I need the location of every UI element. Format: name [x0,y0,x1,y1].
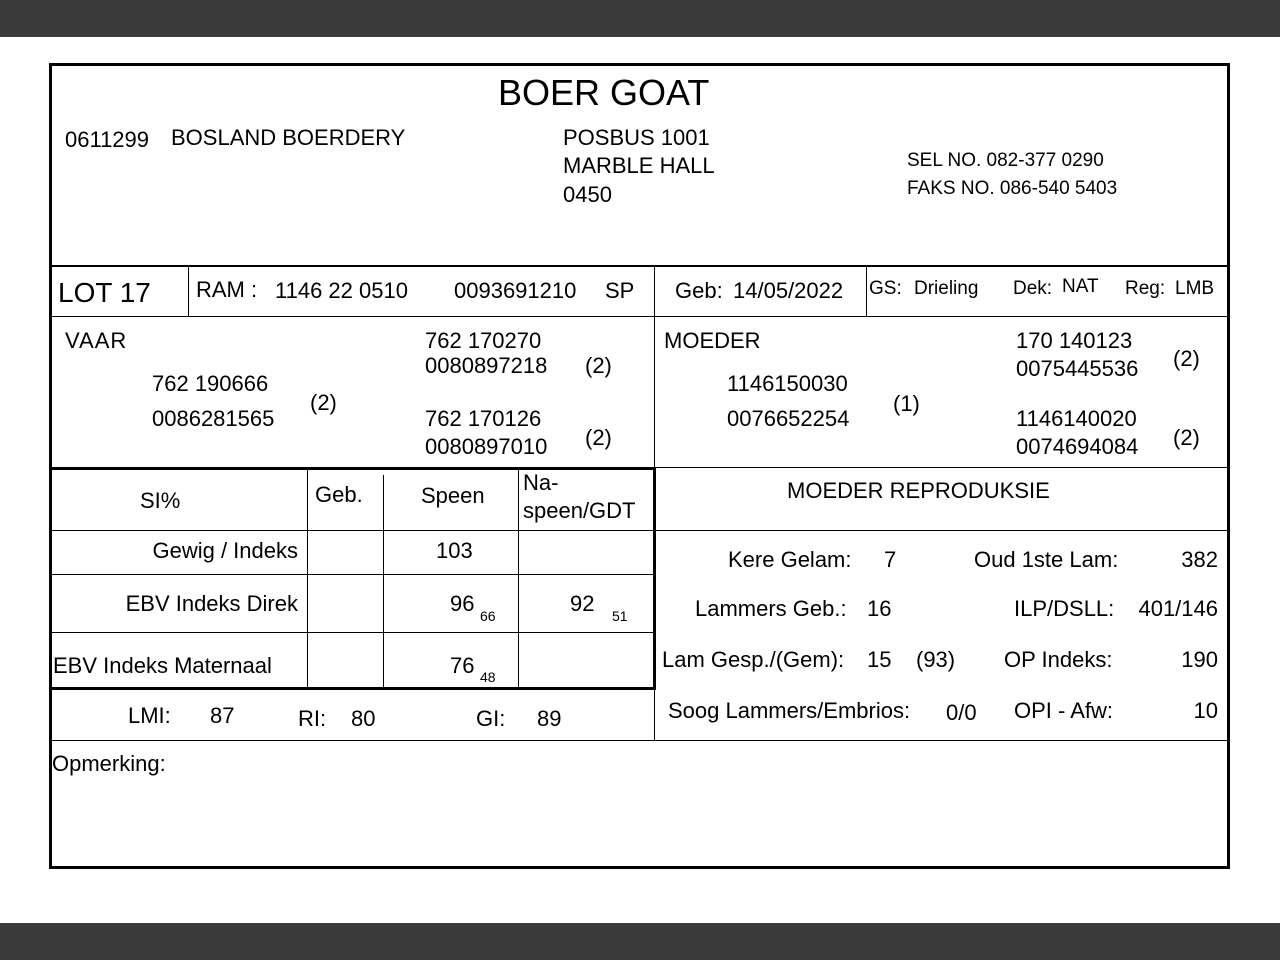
owner-id: 0611299 [65,127,150,152]
line-v-mid [654,316,655,468]
ilp-value: 401/146 [1138,596,1218,621]
ram-reg: 0093691210 [454,278,577,303]
naspeen-header-2: speen/GDT [523,498,636,523]
sire-id: 762 190666 [152,371,269,396]
remarks-label: Opmerking: [52,751,166,776]
speen-value: 103 [436,538,473,563]
speen-value: 76 [450,653,475,678]
gesp-value: 15 [867,647,892,672]
moeder-label: MOEDER [664,328,761,353]
moeder-grand-top-count: (2) [1173,346,1200,371]
line-v-table-right [653,467,656,690]
card-border-top [49,63,1230,66]
geb-date: 14/05/2022 [733,278,844,303]
vaar-grand-top-count: (2) [585,353,612,378]
vaar-grand-bottom-count: (2) [585,425,612,450]
kere-value: 7 [884,547,897,572]
row-label: EBV Indeks Direk [125,591,298,616]
gesp-label: Lam Gesp./(Gem): [662,647,845,672]
oud-value: 382 [1181,547,1218,572]
line-v-col-naspeen [518,467,519,689]
lammers-label: Lammers Geb.: [695,596,847,621]
repro-title: MOEDER REPRODUKSIE [787,478,1050,503]
owner-name: BOSLAND BOERDERY [171,125,406,150]
gi-value: 89 [537,706,562,731]
line-v-lot [188,266,189,317]
top-bar [0,0,1280,37]
reg-value: LMB [1175,278,1215,299]
ram-number: 1146 22 0510 [275,278,408,303]
naspeen-value: 92 [570,591,595,616]
moeder-grand-bottom-count: (2) [1173,425,1200,450]
line-h-5 [52,574,656,575]
line-h-3 [52,467,656,470]
ri-label: RI: [298,706,327,731]
ri-value: 80 [351,706,376,731]
address-line-3: 0450 [563,182,612,207]
vaar-grand-bottom-reg: 0080897010 [425,434,548,459]
dek-value: NAT [1062,276,1099,297]
si-header: SI% [140,488,181,513]
lmi-value: 87 [210,703,235,728]
moeder-grand-bottom-id: 1146140020 [1016,406,1137,431]
naspeen-header-1: Na- [523,470,559,495]
vaar-grand-bottom-id: 762 170126 [425,406,542,431]
speen-header: Speen [421,483,485,508]
lmi-label: LMI: [128,703,171,728]
oud-label: Oud 1ste Lam: [974,547,1119,572]
faks-no: FAKS NO. 086-540 5403 [907,178,1118,199]
opi-value: 10 [1193,698,1218,723]
vaar-grand-top-reg: 0080897218 [425,353,548,378]
address-line-1: POSBUS 1001 [563,125,710,150]
dam-count: (1) [893,391,920,416]
line-h-1 [52,265,1228,267]
bottom-bar [0,923,1280,960]
opi-label: OPI - Afw: [1014,698,1114,723]
ram-grade: SP [605,278,635,303]
ram-label: RAM : [196,277,258,302]
line-h-7 [52,687,656,690]
line-h-4 [52,530,1228,531]
soog-value: 0/0 [946,700,977,725]
line-v-col-geb [307,467,308,689]
card-border-bottom [49,866,1230,869]
line-v-mid-bottom [654,688,655,741]
speen-subscript: 66 [480,608,496,624]
op-label: OP Indeks: [1004,647,1113,672]
row-label: Gewig / Indeks [152,538,298,563]
sire-count: (2) [310,390,337,415]
card-border-right [1227,63,1230,869]
line-v-gs [866,266,867,317]
line-h-3b [656,467,1228,468]
gs-value: Drieling [914,278,979,299]
row-label: EBV Indeks Maternaal [53,653,272,678]
gem-value: (93) [916,647,956,672]
reg-label: Reg: [1125,278,1166,299]
vaar-grand-top-id: 762 170270 [425,328,542,353]
moeder-grand-bottom-reg: 0074694084 [1016,434,1139,459]
speen-value: 96 [450,591,475,616]
kere-label: Kere Gelam: [728,547,852,572]
geb-label: Geb: [675,278,723,303]
sire-reg: 0086281565 [152,406,275,431]
dek-label: Dek: [1013,278,1053,299]
vaar-label: VAAR [65,328,128,353]
address-line-2: MARBLE HALL [563,153,715,178]
speen-subscript: 48 [480,669,496,685]
ilp-label: ILP/DSLL: [1014,596,1115,621]
moeder-grand-top-id: 170 140123 [1016,328,1133,353]
naspeen-subscript: 51 [612,608,628,624]
lot-number: LOT 17 [58,277,151,308]
soog-label: Soog Lammers/Embrios: [668,698,911,723]
line-h-2 [52,316,1228,317]
sel-no: SEL NO. 082-377 0290 [907,150,1104,171]
moeder-grand-top-reg: 0075445536 [1016,356,1139,381]
gs-label: GS: [869,278,902,299]
dam-reg: 0076652254 [727,406,850,431]
line-h-6 [52,632,656,633]
gi-label: GI: [476,706,506,731]
page-title: BOER GOAT [498,72,710,113]
line-h-8 [52,740,1228,741]
card-border-left [49,63,52,869]
lammers-value: 16 [867,596,892,621]
line-v-col-speen [383,475,384,689]
line-v-geb [654,266,655,317]
dam-id: 1146150030 [727,371,848,396]
geb-header: Geb. [315,482,363,507]
op-value: 190 [1181,647,1218,672]
